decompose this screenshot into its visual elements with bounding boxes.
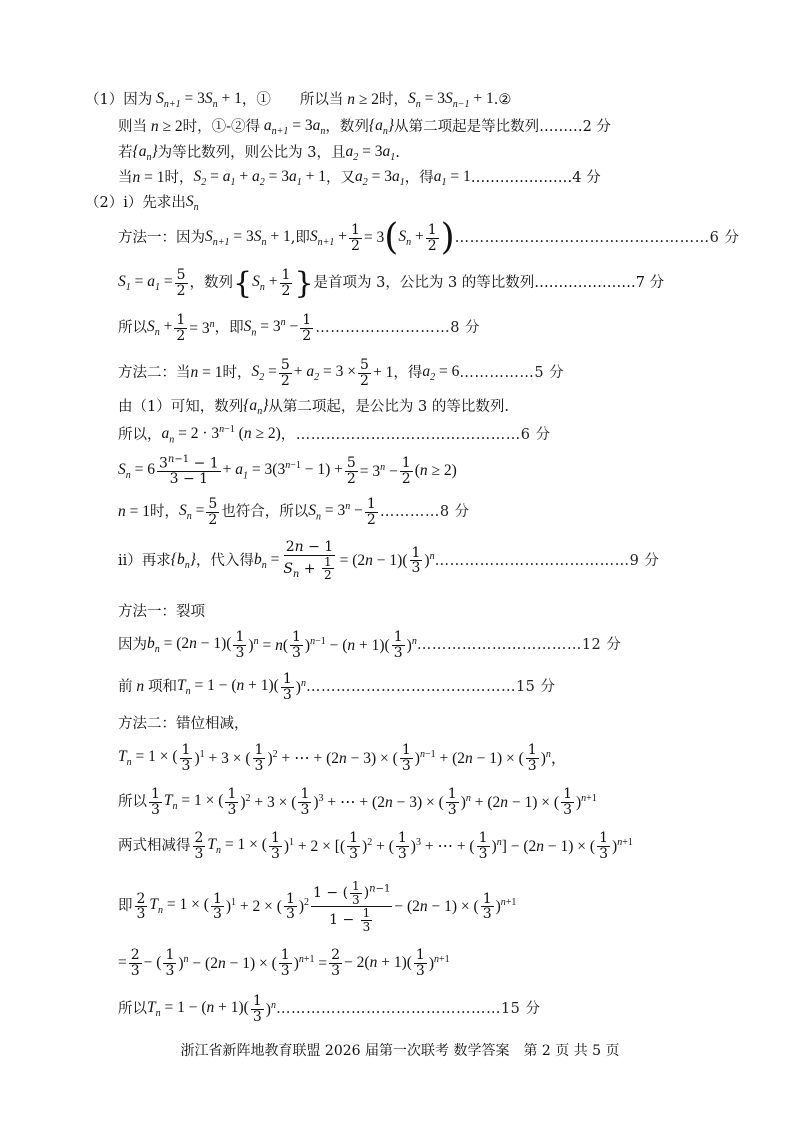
line-4: 当 n = 1 时， $S_2 = a_1 + a_2 = 3a_1 + 1$ ，又 $a_2 = 3a_1$ ，得 $a_1 = 1$ …………………4 分 (118, 168, 601, 189)
method1-line2: $S_1 = a_1$ = $\frac{5}{2}$ ，数列 { $S_n$ + $\frac{1}{2}$ } 是首项为 3，公比为 3 的等比数列…………………7 分 (118, 265, 665, 301)
method-b-title: 方法二：错位相减， (118, 716, 249, 732)
method2-line5: n = 1 时， $S_n$ = $\frac{5}{2}$ 也符合，所以 $S_n = 3^n$ − $\frac{1}{2}$ …………8 分 (118, 496, 470, 528)
line-3: 若 $\{a_n\}$ 为等比数列，则公比为 3，且 $a_2 = 3a_1$ . (118, 143, 400, 164)
line-1: （1）因为 $S_{n+1} = 3S_n + 1$ ，① 所以当 n ≥ 2 时， $S_n = 3S_{n-1} + 1$ .② (85, 90, 512, 111)
line-5: （2）i）先求出 $S_n$ (85, 193, 199, 214)
method-a-line2: 前 n 项和 $T_n = 1 - (n + 1)$( 1 3 )$^n$ ……………………………………15 分 (118, 671, 556, 703)
method-b-line3: 两式相减得 2 3 $T_n = 1$ × ( 1 3 )$^1$ + 2 × [( 1 3 )$^2$ + ( 1 3 )$^3$ + ⋯ + ( 1 3 )$^n$] − (2n − 1) × ( 1 3 )$^{n+1}$ (118, 830, 633, 862)
method2-line3: 所以， $a_n = 2 \cdot 3^{n-1}$ (n ≥ 2) ，………………………………………6 分 (118, 424, 551, 446)
method-b-line5: = $\frac{2}{3}$ − ( 1 3 )$^n$ − (2n − 1) × ( 1 3 )$^{n+1}$ = $\frac{2}{3}$ − 2(n + 1)( 1 3 )$^{n+1}$ (118, 947, 450, 979)
page-footer: 浙江省新阵地教育联盟 2026 届第一次联考 数学答案 第 2 页 共 5 页 (180, 1043, 620, 1059)
method2-line1: 方法二：当 n = 1 时， $S_2$ = $\frac{5}{2}$ + $a_2 = 3$ × $\frac{5}{2}$ + 1 ，得 $a_2 = 6$ ……………5 分 (118, 357, 565, 389)
method-b-line4: 即 2 3 $T_n = 1$ × ( 1 3 )$^1$ + 2 × ( 1 3 )$^2$ 1 − ( $\frac{1}{3}$ )$^{n-1}$ 1 − $\frac{1}{3}$ − (2n − 1) × ( 1 3 )$^{n+1}$ (118, 879, 517, 934)
method2-line2: 由（1）可知，数列 $\{a_n\}$ 从第二项起，是公比为 3 的等比数列. (118, 397, 509, 418)
method-a-title: 方法一：裂项 (118, 604, 205, 620)
method-b-line2: 所以 1 3 $T_n = 1$ × ( 1 3 )$^2$ + 3 × ( 1 3 )$^3$ + ⋯ + (2n − 3) × ( 1 3 )$^n$ + (2n − 1) × ( 1 3 )$^{n+1}$ (118, 786, 597, 818)
method-b-line1: $T_n = 1$ × ( 1 3 )$^1$ + 3 × ( 1 3 )$^2$ + ⋯ + (2n − 3) × ( 1 3 )$^{n-1}$ + (2n − 1) × ( 1 3 )$^n$， (118, 742, 567, 774)
method-a-line1: 因为 $b_n = (2n - 1)$( 1 3 )$^n$ = n( 1 3 )$^{n-1}$ − (n + 1)( 1 3 )$^n$ ……………………………12 分 (118, 629, 622, 661)
part-ii-line1: ii）再求 $\{b_n\}$ ，代入得 $b_n$ = 2n − 1 $S_n$ + $\frac{1}{2}$ = (2n − 1)( 1 3 )$^n$ …………………………………9 分 (118, 539, 660, 583)
method-b-line6: 所以 $T_n = 1 - (n + 1)$( 1 3 )$^n$ ………………………………………15 分 (118, 993, 541, 1025)
method2-line4: $S_n = 6$ $3^{n-1} - 1$ 3 − 1 + $a_1 = 3(3^{n-1} - 1)$ + $\frac{5}{2}$ = $3^n$ − $\frac{1}{2}$ (n ≥ 2) (118, 454, 457, 488)
method1-line3: 所以 $S_n$ + $\frac{1}{2}$ = $3^n$ ，即 $S_n = 3^n$ − $\frac{1}{2}$ ………………………8 分 (118, 312, 481, 344)
method1-line1: 方法一：因为 $S_{n+1} = 3S_n + 1$ ,即 $S_{n+1}$ + $\frac{1}{2}$ = 3 ( $S_n$ + $\frac{1}{2}$ ) ……………………………………………6 分 (118, 217, 740, 258)
line-2: 则当 n ≥ 2 时，①-②得 $a_{n+1} = 3a_n$ ，数列 $\{a_n\}$ 从第二项起是等比数列………2 分 (118, 117, 611, 138)
